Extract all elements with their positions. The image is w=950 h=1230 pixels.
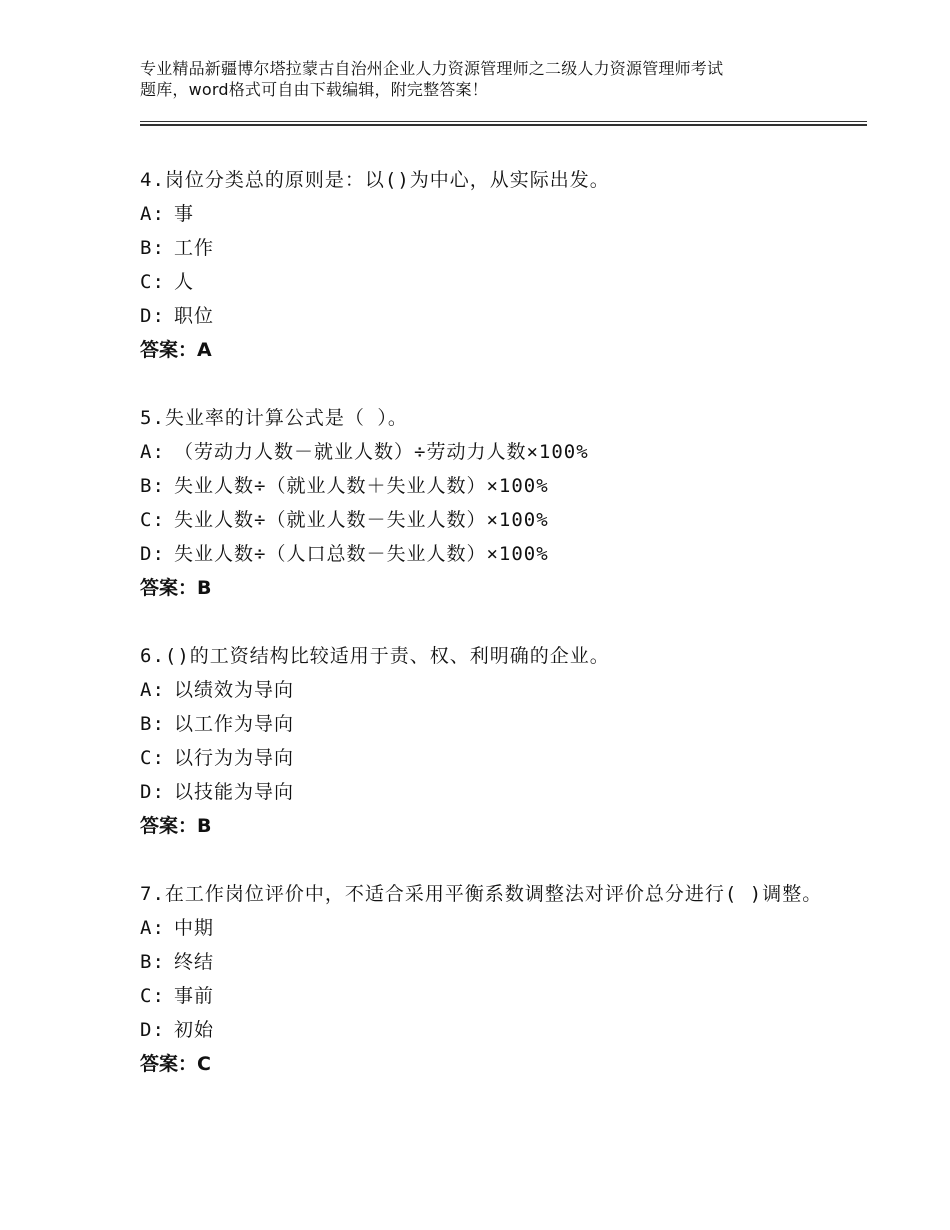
option-text: 初始 xyxy=(174,1019,215,1041)
option-text: （劳动力人数－就业人数）÷劳动力人数×100% xyxy=(174,441,589,463)
option-text: 中期 xyxy=(174,917,215,939)
answer-label: 答案： xyxy=(140,815,198,837)
answer-value: A xyxy=(197,339,212,361)
option-key: D: xyxy=(140,781,165,803)
option-text: 以工作为导向 xyxy=(174,713,295,735)
answer-label: 答案： xyxy=(140,577,198,599)
option-text: 职位 xyxy=(174,305,215,327)
option-text: 失业人数÷（人口总数－失业人数）×100% xyxy=(174,543,549,565)
option-a xyxy=(140,435,840,469)
question-item xyxy=(140,639,840,843)
question-item xyxy=(140,163,840,367)
header-divider-secondary xyxy=(140,125,867,126)
option-b xyxy=(140,469,840,503)
header-title-line-1: 专业精品新疆博尔塔拉蒙古自治州企业人力资源管理师之二级人力资源管理师考试 xyxy=(140,59,724,78)
question-number: 7. xyxy=(140,883,165,905)
answer-line xyxy=(140,1047,840,1081)
question-number: 5. xyxy=(140,407,165,429)
option-c xyxy=(140,741,840,775)
answer-value: B xyxy=(197,577,212,599)
option-key: C: xyxy=(140,271,165,293)
answer-line xyxy=(140,809,840,843)
option-a xyxy=(140,197,840,231)
option-key: A: xyxy=(140,917,165,939)
option-text: 以技能为导向 xyxy=(174,781,295,803)
option-d xyxy=(140,299,840,333)
header-title-line-2: 题库，word格式可自由下载编辑，附完整答案！ xyxy=(140,80,488,99)
option-text: 失业人数÷（就业人数＋失业人数）×100% xyxy=(174,475,549,497)
option-d xyxy=(140,775,840,809)
answer-label: 答案： xyxy=(140,1053,198,1075)
option-text: 事前 xyxy=(174,985,215,1007)
option-text: 人 xyxy=(174,271,195,293)
option-text: 以绩效为导向 xyxy=(174,679,295,701)
option-d xyxy=(140,537,840,571)
question-stem xyxy=(140,163,840,197)
question-list xyxy=(140,163,840,1115)
question-stem xyxy=(140,639,840,673)
option-b xyxy=(140,707,840,741)
question-text: 失业率的计算公式是（ ）。 xyxy=(164,407,408,429)
option-text: 事 xyxy=(174,203,195,225)
option-key: B: xyxy=(140,475,165,497)
option-key: C: xyxy=(140,509,165,531)
option-c xyxy=(140,503,840,537)
option-c xyxy=(140,265,840,299)
option-key: C: xyxy=(140,985,165,1007)
option-key: B: xyxy=(140,237,165,259)
option-d xyxy=(140,1013,840,1047)
question-text: ()的工资结构比较适用于责、权、利明确的企业。 xyxy=(164,645,610,667)
option-key: B: xyxy=(140,951,165,973)
answer-value: B xyxy=(197,815,212,837)
option-key: D: xyxy=(140,305,165,327)
option-key: A: xyxy=(140,203,165,225)
answer-label: 答案： xyxy=(140,339,198,361)
option-key: B: xyxy=(140,713,165,735)
question-item xyxy=(140,401,840,605)
option-key: A: xyxy=(140,441,165,463)
option-text: 失业人数÷（就业人数－失业人数）×100% xyxy=(174,509,549,531)
answer-line xyxy=(140,571,840,605)
question-text: 岗位分类总的原则是：以()为中心，从实际出发。 xyxy=(164,169,610,191)
option-b xyxy=(140,231,840,265)
option-key: D: xyxy=(140,1019,165,1041)
option-c xyxy=(140,979,840,1013)
answer-line xyxy=(140,333,840,367)
answer-value: C xyxy=(197,1053,211,1075)
option-key: D: xyxy=(140,543,165,565)
option-b xyxy=(140,945,840,979)
option-text: 工作 xyxy=(174,237,215,259)
question-stem xyxy=(140,401,840,435)
question-number: 6. xyxy=(140,645,165,667)
question-item xyxy=(140,877,840,1081)
question-text: 在工作岗位评价中，不适合采用平衡系数调整法对评价总分进行( )调整。 xyxy=(164,883,823,905)
option-key: C: xyxy=(140,747,165,769)
question-stem xyxy=(140,877,840,911)
question-number: 4. xyxy=(140,169,165,191)
option-key: A: xyxy=(140,679,165,701)
option-text: 以行为为导向 xyxy=(174,747,295,769)
option-text: 终结 xyxy=(174,951,215,973)
option-a xyxy=(140,911,840,945)
document-header xyxy=(140,58,840,100)
option-a xyxy=(140,673,840,707)
